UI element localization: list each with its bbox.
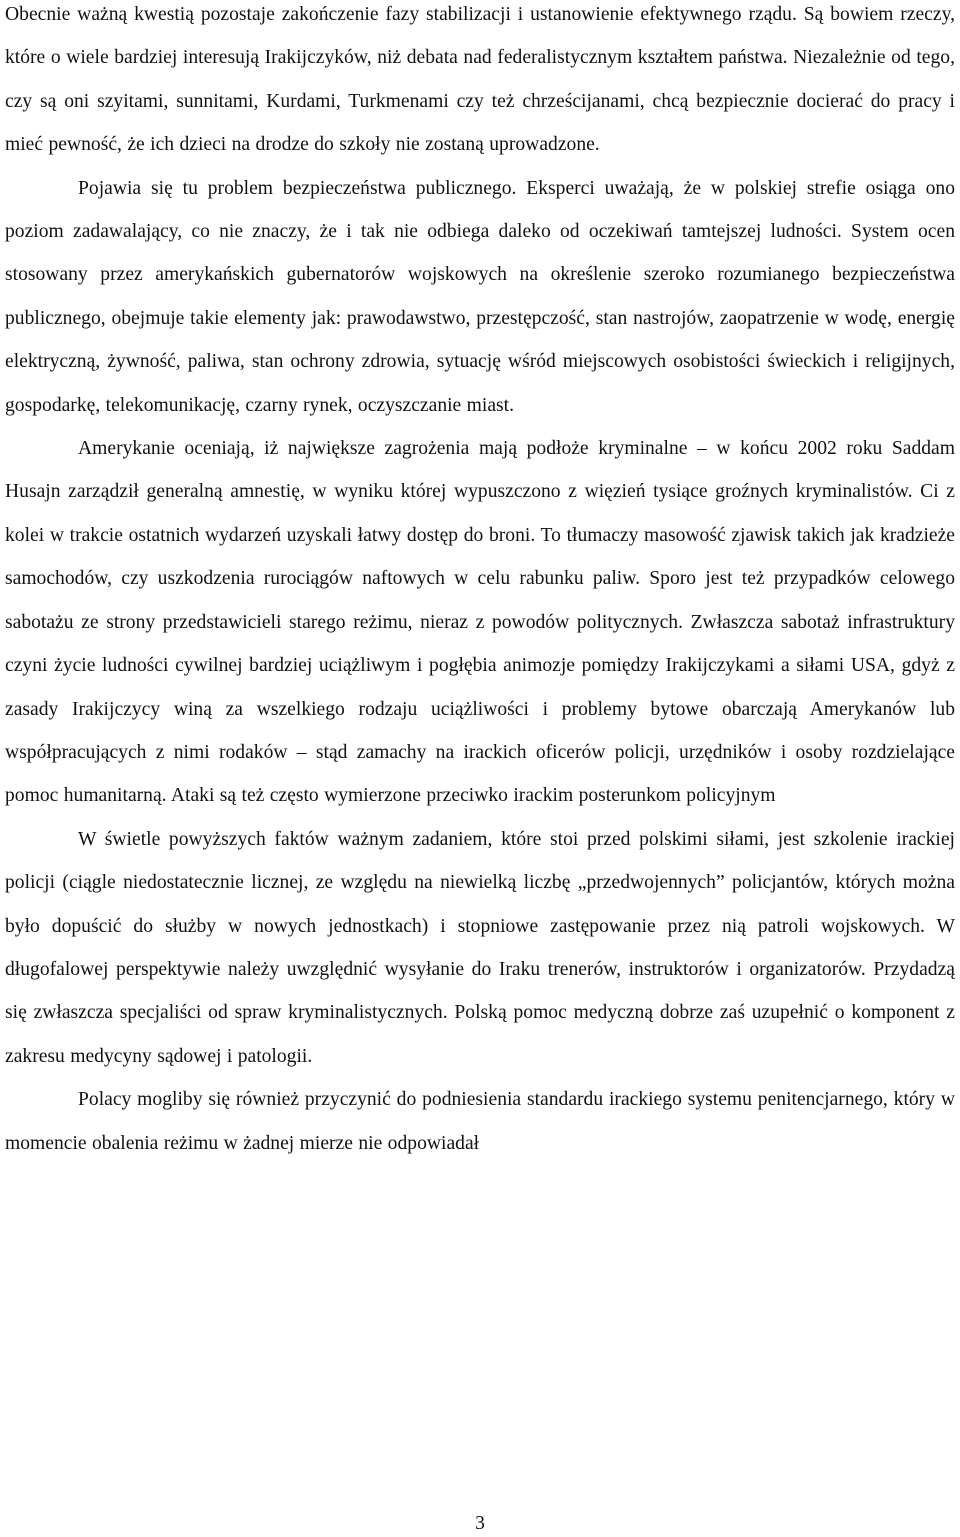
document-page [5, 0, 955, 1165]
paragraph-stabilization: Obecnie ważną kwestią pozostaje zakończenie fazy stabilizacji i ustanowienie efektywnego rządu. Są bowiem rzeczy, które o wiele bardziej interesują Irakijczyków, niż debata nad federalistycznym kształtem państwa. Niezależnie od tego, czy są oni szyitami, sunnitami, Kurdami, Turkmenami czy też chrześcijanami, chcą bezpiecznie docierać do pracy i mieć pewność, że ich dzieci na drodze do szkoły nie zostaną uprowadzone. [5, 4, 955, 156]
paragraph-penitentiary-system: Polacy mogliby się również przyczynić do podniesienia standardu irackiego systemu penitencjarnego, który w momencie obalenia reżimu w żadnej mierze nie odpowiadał [5, 1089, 955, 1154]
paragraph-criminal-threats: Amerykanie oceniają, iż największe zagrożenia mają podłoże kryminalne – w końcu 2002 roku Saddam Husajn zarządził generalną amnestię, w wyniku której wypuszczono z więzień tysiące groźnych kryminalistów. Ci z kolei w trakcie ostatnich wydarzeń uzyskali łatwy dostęp do broni. To tłumaczy masowość zjawisk takich jak kradzieże samochodów, czy uszkodzenia rurociągów naftowych w celu rabunku paliw. Sporo jest też przypadków celowego sabotażu ze strony przedstawicieli starego reżimu, nieraz z powodów politycznych. Zwłaszcza sabotaż infrastruktury czyni życie ludności cywilnej bardziej uciążliwym i pogłębia animozje pomiędzy Irakijczykami a siłami USA, gdyż z zasady Irakijczycy winą za wszelkiego rodzaju uciążliwości i problemy bytowe obarczają Amerykanów lub współpracujących z nimi rodaków – stąd zamachy na irackich oficerów policji, urzędników i osoby rozdzielające pomoc humanitarną. Ataki są też często wymierzone przeciwko irackim posterunkom policyjnym [5, 438, 955, 807]
page-number: 3 [475, 1513, 485, 1534]
paragraph-public-security: Pojawia się tu problem bezpieczeństwa publicznego. Eksperci uważają, że w polskiej strefie osiąga ono poziom zadawalający, co nie znaczy, że i tak nie odbiega daleko od oczekiwań tamtejszej ludności. System ocen stosowany przez amerykańskich gubernatorów wojskowych na określenie szeroko rozumianego bezpieczeństwa publicznego, obejmuje takie elementy jak: prawodawstwo, przestępczość, stan nastrojów, zaopatrzenie w wodę, energię elektryczną, żywność, paliwa, stan ochrony zdrowia, sytuację wśród miejscowych osobistości świeckich i religijnych, gospodarkę, telekomunikację, czarny rynek, oczyszczanie miast. [5, 177, 955, 416]
paragraph-police-training: W świetle powyższych faktów ważnym zadaniem, które stoi przed polskimi siłami, jest szkolenie irackiej policji (ciągle niedostatecznie licznej, ze względu na niewielką liczbę „przedwojennych” policjantów, których można było dopuścić do służby w nowych jednostkach) i stopniowe zastępowanie przez nią patroli wojskowych. W długofalowej perspektywie należy uwzględnić wysyłanie do Iraku trenerów, instruktorów i organizatorów. Przydadzą się zwłaszcza specjaliści od spraw kryminalistycznych. Polską pomoc medyczną dobrze zaś uzupełnić o komponent z zakresu medycyny sądowej i patologii. [5, 828, 955, 1067]
